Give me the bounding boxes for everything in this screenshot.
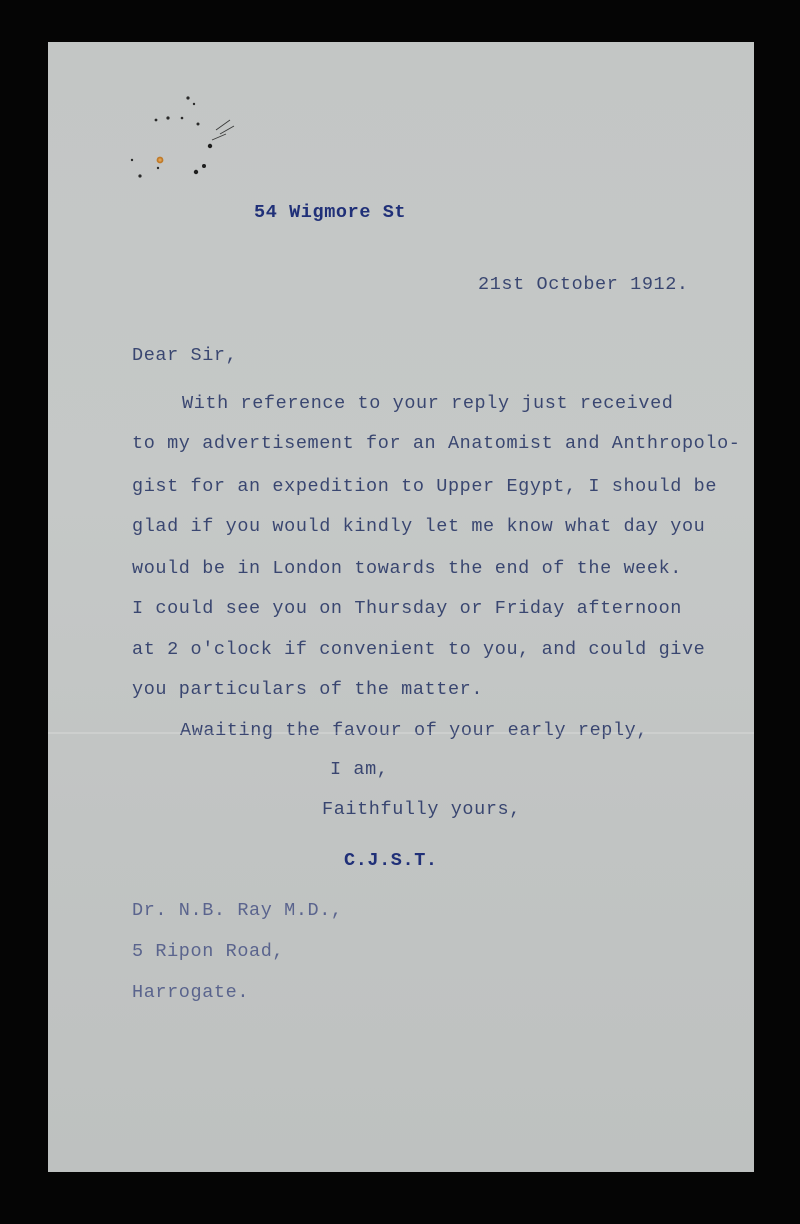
body-line: at 2 o'clock if convenient to you, and could give xyxy=(132,639,706,660)
letter-paper xyxy=(48,42,754,1172)
body-line: to my advertisement for an Anatomist and Anthropolo- xyxy=(132,433,741,454)
signature: C.J.S.T. xyxy=(344,850,438,871)
closing-line: I am, xyxy=(330,759,389,780)
salutation: Dear Sir, xyxy=(132,345,238,366)
body-line: you particulars of the matter. xyxy=(132,679,484,700)
recipient-line: Dr. N.B. Ray M.D., xyxy=(132,900,343,921)
body-line: glad if you would kindly let me know what day you xyxy=(132,516,706,537)
recipient-line: Harrogate. xyxy=(132,982,250,1003)
letter-date: 21st October 1912. xyxy=(478,274,689,295)
sender-address: 54 Wigmore St xyxy=(254,202,407,223)
recipient-line: 5 Ripon Road, xyxy=(132,941,285,962)
body-line: With reference to your reply just received xyxy=(182,393,674,414)
body-line: gist for an expedition to Upper Egypt, I should be xyxy=(132,476,718,497)
body-line: would be in London towards the end of the week. xyxy=(132,558,682,579)
body-line: Awaiting the favour of your early reply, xyxy=(180,720,649,741)
pin-holes-mark xyxy=(108,90,248,190)
closing-line: Faithfully yours, xyxy=(322,799,521,820)
body-line: I could see you on Thursday or Friday afternoon xyxy=(132,598,682,619)
